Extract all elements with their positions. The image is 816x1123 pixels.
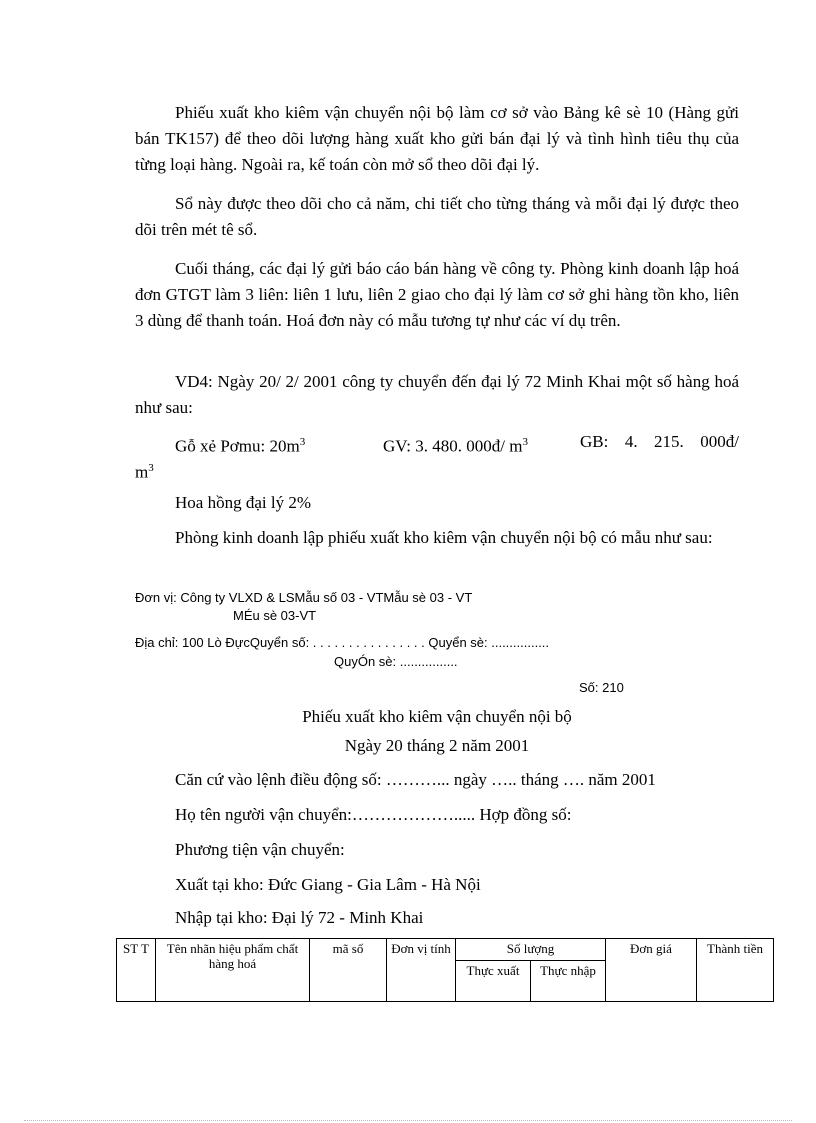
col-qty-out: Thực xuất [456,961,531,1002]
form-vehicle: Phương tiện vận chuyển: [175,840,345,859]
goods-table [116,938,774,1002]
col-stt: ST T [117,939,156,1002]
commission-line: Hoa hồng đại lý 2% [175,493,311,512]
item-cost-price: GV: 3. 480. 000đ/ $m^3$ [383,436,528,456]
paragraph-4-text: VD4: Ngày 20/ 2/ 2001 công ty chuyển đến đại lý 72 Minh Khai một số hàng hoá như sau: [135,372,739,417]
paragraph-6 [135,525,739,551]
col-code: mã số [310,939,387,1002]
form-basis: Căn cứ vào lệnh điều động số: ………... ngày ….. tháng …. năm 2001 [175,770,656,789]
col-qty-in: Thực nhập [531,961,606,1002]
col-goods-name: Tên nhãn hiệu phẩm chất hàng hoá [156,939,310,1002]
page-bottom-rule [24,1120,792,1121]
form-address-line-2: QuyÓn sè: ................ [334,654,458,669]
paragraph-1-text: Phiếu xuất kho kiêm vận chuyển nội bộ làm cơ sở vào Bảng kê sè 10 (Hàng gửi bán TK157) để theo dõi lượng hàng xuất kho gửi bán đại lý và tình hình tiêu thụ của từng loại hàng. Ngoài ra, kế toán còn mở sổ theo dõi đại lý. [135,103,739,174]
form-export-warehouse: Xuất tại kho: Đức Giang - Gia Lâm - Hà Nội [175,875,481,894]
form-title: Phiếu xuất kho kiêm vận chuyển nội bộ [302,707,572,726]
col-price: Đơn giá [606,939,697,1002]
form-unit-line-2: MÉu sè 03-VT [233,608,317,623]
paragraph-1 [135,100,739,178]
item-name: Gỗ xẻ Pơmu: $20m^3$ [175,436,306,456]
table-header-row [117,939,774,961]
paragraph-3 [135,256,739,334]
form-address-line: Địa chỉ: 100 Lò ĐựcQuyển số: . . . . . . . . . . . . . . . . Quyển sè: ................ [135,635,550,650]
item-sale-price: GB: 4. 215. 000đ/ [580,432,739,451]
form-number: Số: 210 [579,680,624,695]
paragraph-2-text: Sổ này được theo dõi cho cả năm, chi tiết cho từng tháng và mỗi đại lý được theo dõi trên mét tê sổ. [135,194,739,239]
col-amount: Thành tiền [697,939,774,1002]
item-sale-price-unit: $m^3$ [135,462,154,482]
paragraph-3-text: Cuối tháng, các đại lý gửi báo cáo bán hàng về công ty. Phòng kinh doanh lập hoá đơn GTGT làm 3 liên: liên 1 lưu, liên 2 giao cho đại lý làm cơ sở ghi hàng tồn kho, liên 3 dùng để thanh toán. Hoá đơn này có mẫu tương tự như các ví dụ trên. [135,259,739,330]
paragraph-6-text: Phòng kinh doanh lập phiếu xuất kho kiêm vận chuyển nội bộ có mẫu như sau: [175,528,713,547]
form-import-warehouse: Nhập tại kho: Đại lý 72 - Minh Khai [175,908,424,927]
col-unit: Đơn vị tính [387,939,456,1002]
form-unit-line: Đơn vị: Công ty VLXD & LSMẫu số 03 - VTMẫu sè 03 - VT [135,590,473,605]
form-date: Ngày 20 tháng 2 năm 2001 [344,736,530,755]
col-quantity: Số lượng [456,939,606,961]
paragraph-4 [135,369,739,421]
paragraph-2 [135,191,739,243]
form-carrier: Họ tên người vận chuyển:………………..... Hợp đồng số: [175,805,572,824]
